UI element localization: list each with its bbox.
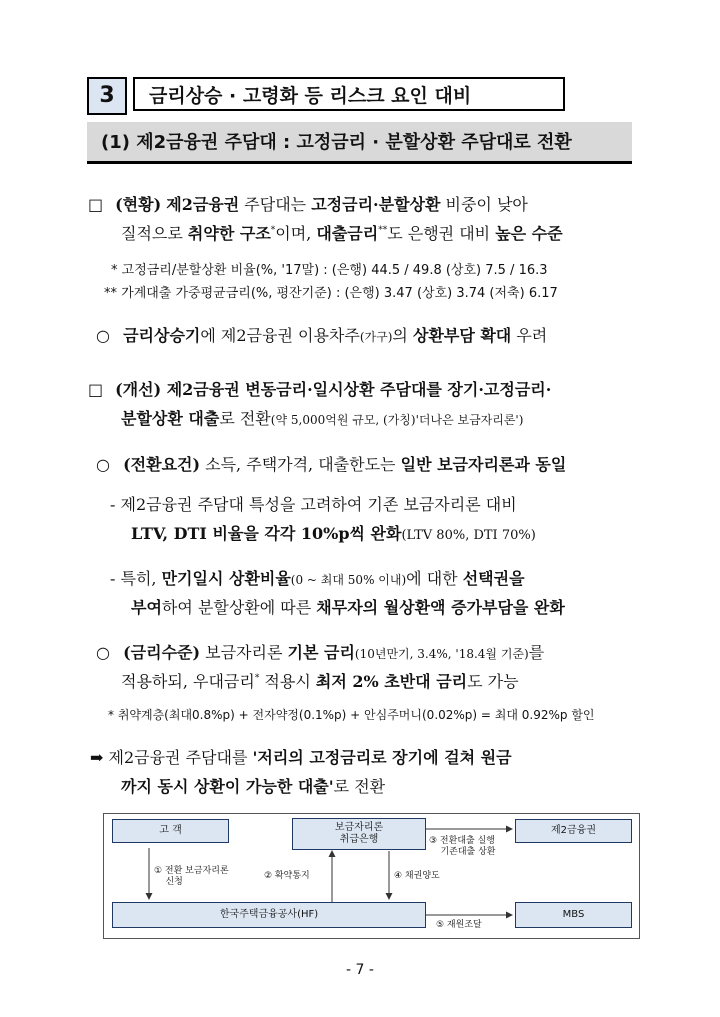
- section-number: 3: [87, 77, 127, 115]
- requirement-dash-1-line-2: LTV, DTI 비율을 각각 10%p씩 완화(LTV 80%, DTI 70%): [131, 524, 536, 543]
- status-footnote-2: ** 가계대출 가중평균금리(%, 평잔기준) : (은행) 3.47 (상호) 3.74 (저축) 6.17: [104, 286, 558, 301]
- circle-bullet-icon: ○: [96, 326, 110, 345]
- mbs-box: MBS: [515, 902, 632, 928]
- customer-box: 고 객: [112, 819, 229, 843]
- subsection-title: (1) 제2금융권 주담대 : 고정금리 · 분할상환 주담대로 전환: [87, 122, 632, 164]
- requirement-dash-2-line-2: 부여하여 분할상환에 따른 채무자의 월상환액 증가부담을 완화: [131, 598, 565, 617]
- circle-bullet-icon: ○: [96, 643, 110, 662]
- requirement-dash-2-line-1: - 특히, 만기일시 상환비율(0 ~ 최대 50% 이내)에 대한 선택권을: [110, 569, 525, 588]
- requirement-dash-1-line-1: - 제2금융권 주담대 특성을 고려하여 기존 보금자리론 대비: [110, 495, 517, 514]
- right-arrow-icon: ➡: [90, 748, 104, 767]
- step-5-label: ⑤ 재원조달: [436, 920, 482, 930]
- bank-box: 보금자리론 취급은행: [292, 818, 426, 850]
- loan-conversion-flow-diagram: [103, 813, 640, 939]
- circle-bullet-icon: ○: [96, 455, 110, 474]
- second-tier-box: 제2금융권: [515, 819, 632, 843]
- page-number: - 7 -: [346, 962, 374, 978]
- status-sub-point: ○ 금리상승기에 제2금융권 이용차주(가구)의 상환부담 확대 우려: [96, 326, 548, 345]
- rate-footnote: * 취약계층(최대0.8%p) + 전자약정(0.1%p) + 안심주머니(0.02%p) = 최대 0.92%p 할인: [108, 708, 595, 722]
- section-title: 금리상승 · 고령화 등 리스크 요인 대비: [133, 77, 565, 111]
- step-3-label: ③ 전환대출 실행 기존대출 상환: [429, 836, 496, 857]
- square-bullet-icon: □: [88, 195, 104, 214]
- step-2-label: ② 확약통지: [264, 871, 310, 881]
- status-line-1: □ (현황) 제2금융권 주담대는 고정금리·분할상환 비중이 낮아: [88, 195, 528, 214]
- conclusion-line-2: 까지 동시 상환이 가능한 대출'로 전환: [121, 777, 386, 796]
- rate-point-line-2: 적용하되, 우대금리* 적용시 최저 2% 초반대 금리도 가능: [121, 672, 519, 691]
- hf-box: 한국주택금융공사(HF): [112, 902, 426, 928]
- status-line-2: 질적으로 취약한 구조*이며, 대출금리**도 은행권 대비 높은 수준: [121, 224, 563, 243]
- square-bullet-icon: □: [88, 380, 104, 399]
- step-1-label: ① 전환 보금자리론 신청: [154, 866, 229, 887]
- improve-line-2: 분할상환 대출로 전환(약 5,000억원 규모, (가칭)'더나은 보금자리론'): [121, 409, 524, 428]
- conclusion-line-1: ➡ 제2금융권 주담대를 '저리의 고정금리로 장기에 걸쳐 원금: [90, 748, 512, 767]
- improve-line-1: □ (개선) 제2금융권 변동금리·일시상환 주담대를 장기·고정금리·: [88, 380, 552, 399]
- step-4-label: ④ 채권양도: [394, 871, 440, 881]
- status-footnote-1: * 고정금리/분할상환 비율(%, '17말) : (은행) 44.5 / 49.8 (상호) 7.5 / 16.3: [111, 263, 548, 278]
- status-tag: (현황): [115, 195, 162, 214]
- rate-point-line-1: ○ (금리수준) 보금자리론 기본 금리(10년만기, 3.4%, '18.4월 기준)를: [96, 643, 545, 662]
- requirement-point: ○ (전환요건) 소득, 주택가격, 대출한도는 일반 보금자리론과 동일: [96, 455, 567, 474]
